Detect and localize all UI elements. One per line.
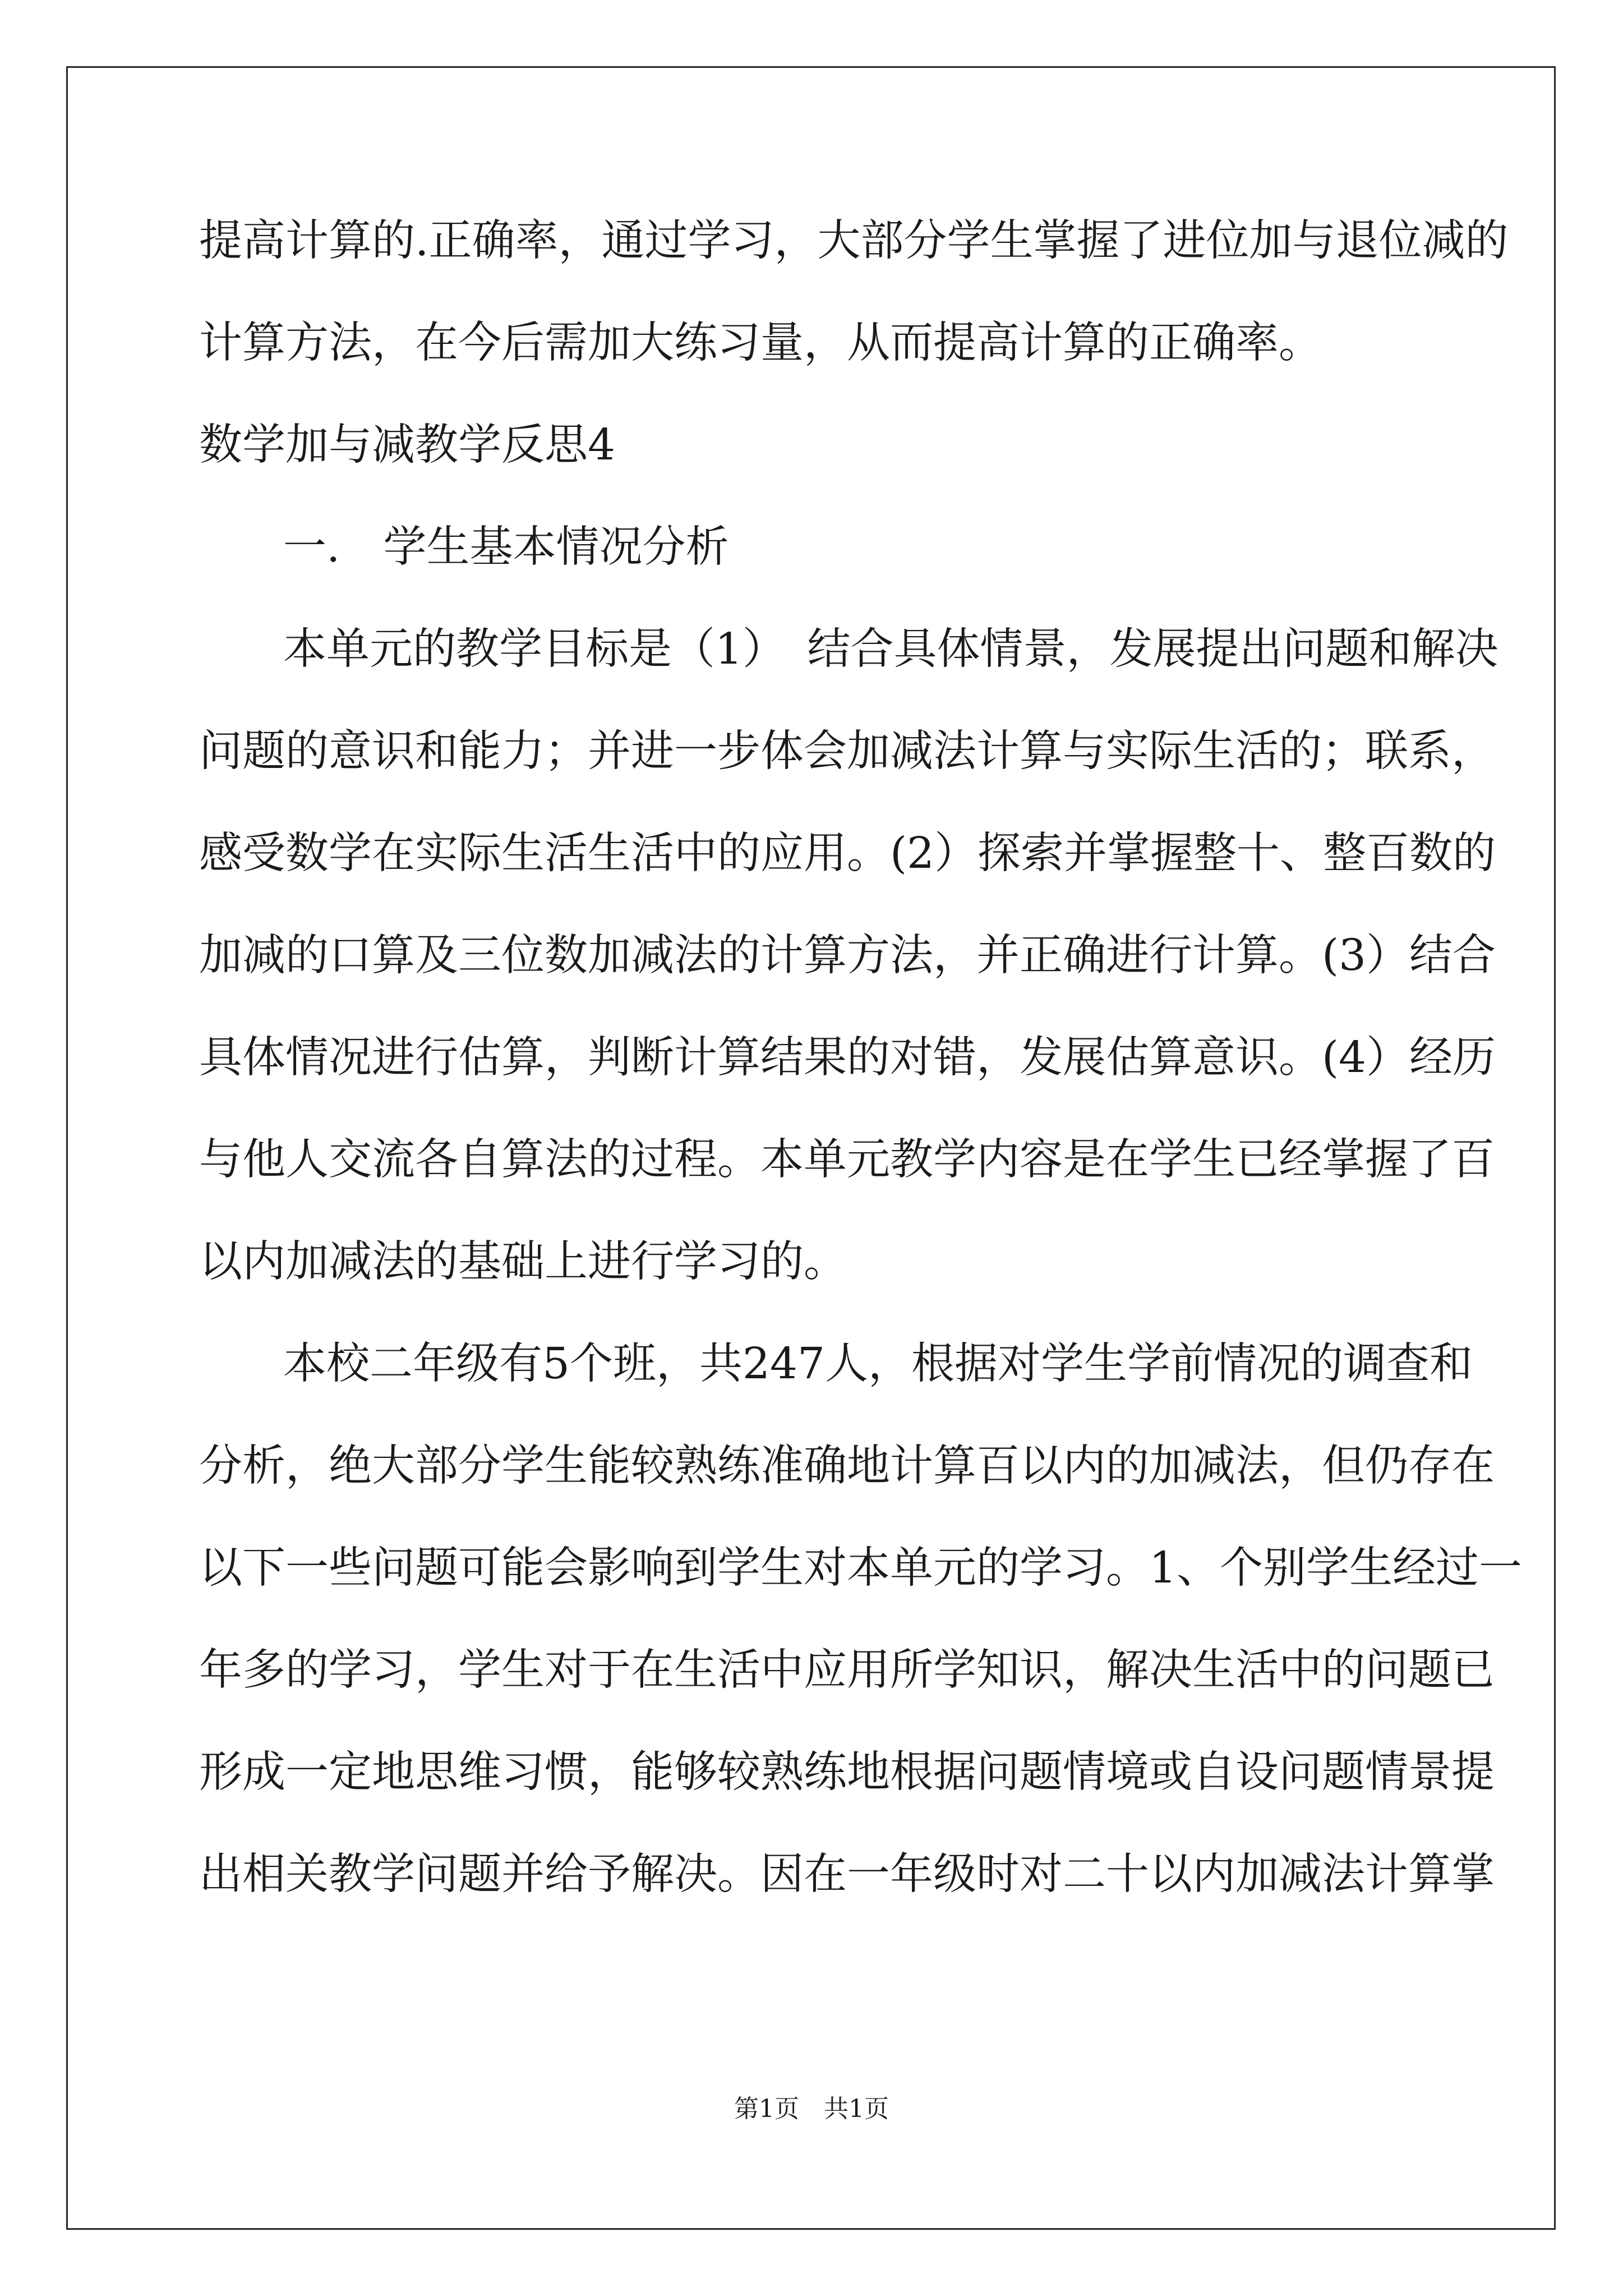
section-title: 数学加与减教学反思4 [199,420,615,470]
paragraph-1-line: 加减的口算及三位数加减法的计算方法，并正确进行计算。(3）结合 [199,931,1496,981]
paragraph-2-line: 分析，绝大部分学生能较熟练准确地计算百以内的加减法，但仍存在 [199,1441,1495,1491]
paragraph-2-line: 出相关教学问题并给予解决。因在一年级时对二十以内加减法计算掌 [199,1849,1495,1899]
subheading: 一. 学生基本情况分析 [283,522,729,572]
continuation-line-1: 提高计算的.正确率，通过学习，大部分学生掌握了进位加与退位减的 [199,216,1509,266]
continuation-line-2: 计算方法，在今后需加大练习量，从而提高计算的正确率。 [199,318,1322,368]
paragraph-2-line: 以下一些问题可能会影响到学生对本单元的学习。1、个别学生经过一 [199,1543,1522,1593]
paragraph-2-line: 本校二年级有5个班，共247人，根据对学生学前情况的调查和 [283,1339,1473,1389]
paragraph-1-line: 本单元的教学目标是（1） 结合具体情景，发展提出问题和解决 [283,624,1498,674]
page-footer: 第1页 共1页 [734,2095,889,2123]
paragraph-1-line: 具体情况进行估算，判断计算结果的对错，发展估算意识。(4）经历 [199,1033,1496,1083]
paragraph-1-line: 感受数学在实际生活生活中的应用。(2）探索并掌握整十、整百数的 [199,829,1496,878]
paragraph-2-line: 形成一定地思维习惯，能够较熟练地根据问题情境或自设问题情景提 [199,1747,1495,1797]
paragraph-1-line: 问题的意识和能力；并进一步体会加减法计算与实际生活的；联系， [199,726,1495,776]
paragraph-2-line: 年多的学习，学生对于在生活中应用所学知识，解决生活中的问题已 [199,1645,1495,1695]
paragraph-1-line: 与他人交流各自算法的过程。本单元教学内容是在学生已经掌握了百 [199,1135,1495,1185]
paragraph-1-line: 以内加减法的基础上进行学习的。 [199,1237,847,1287]
